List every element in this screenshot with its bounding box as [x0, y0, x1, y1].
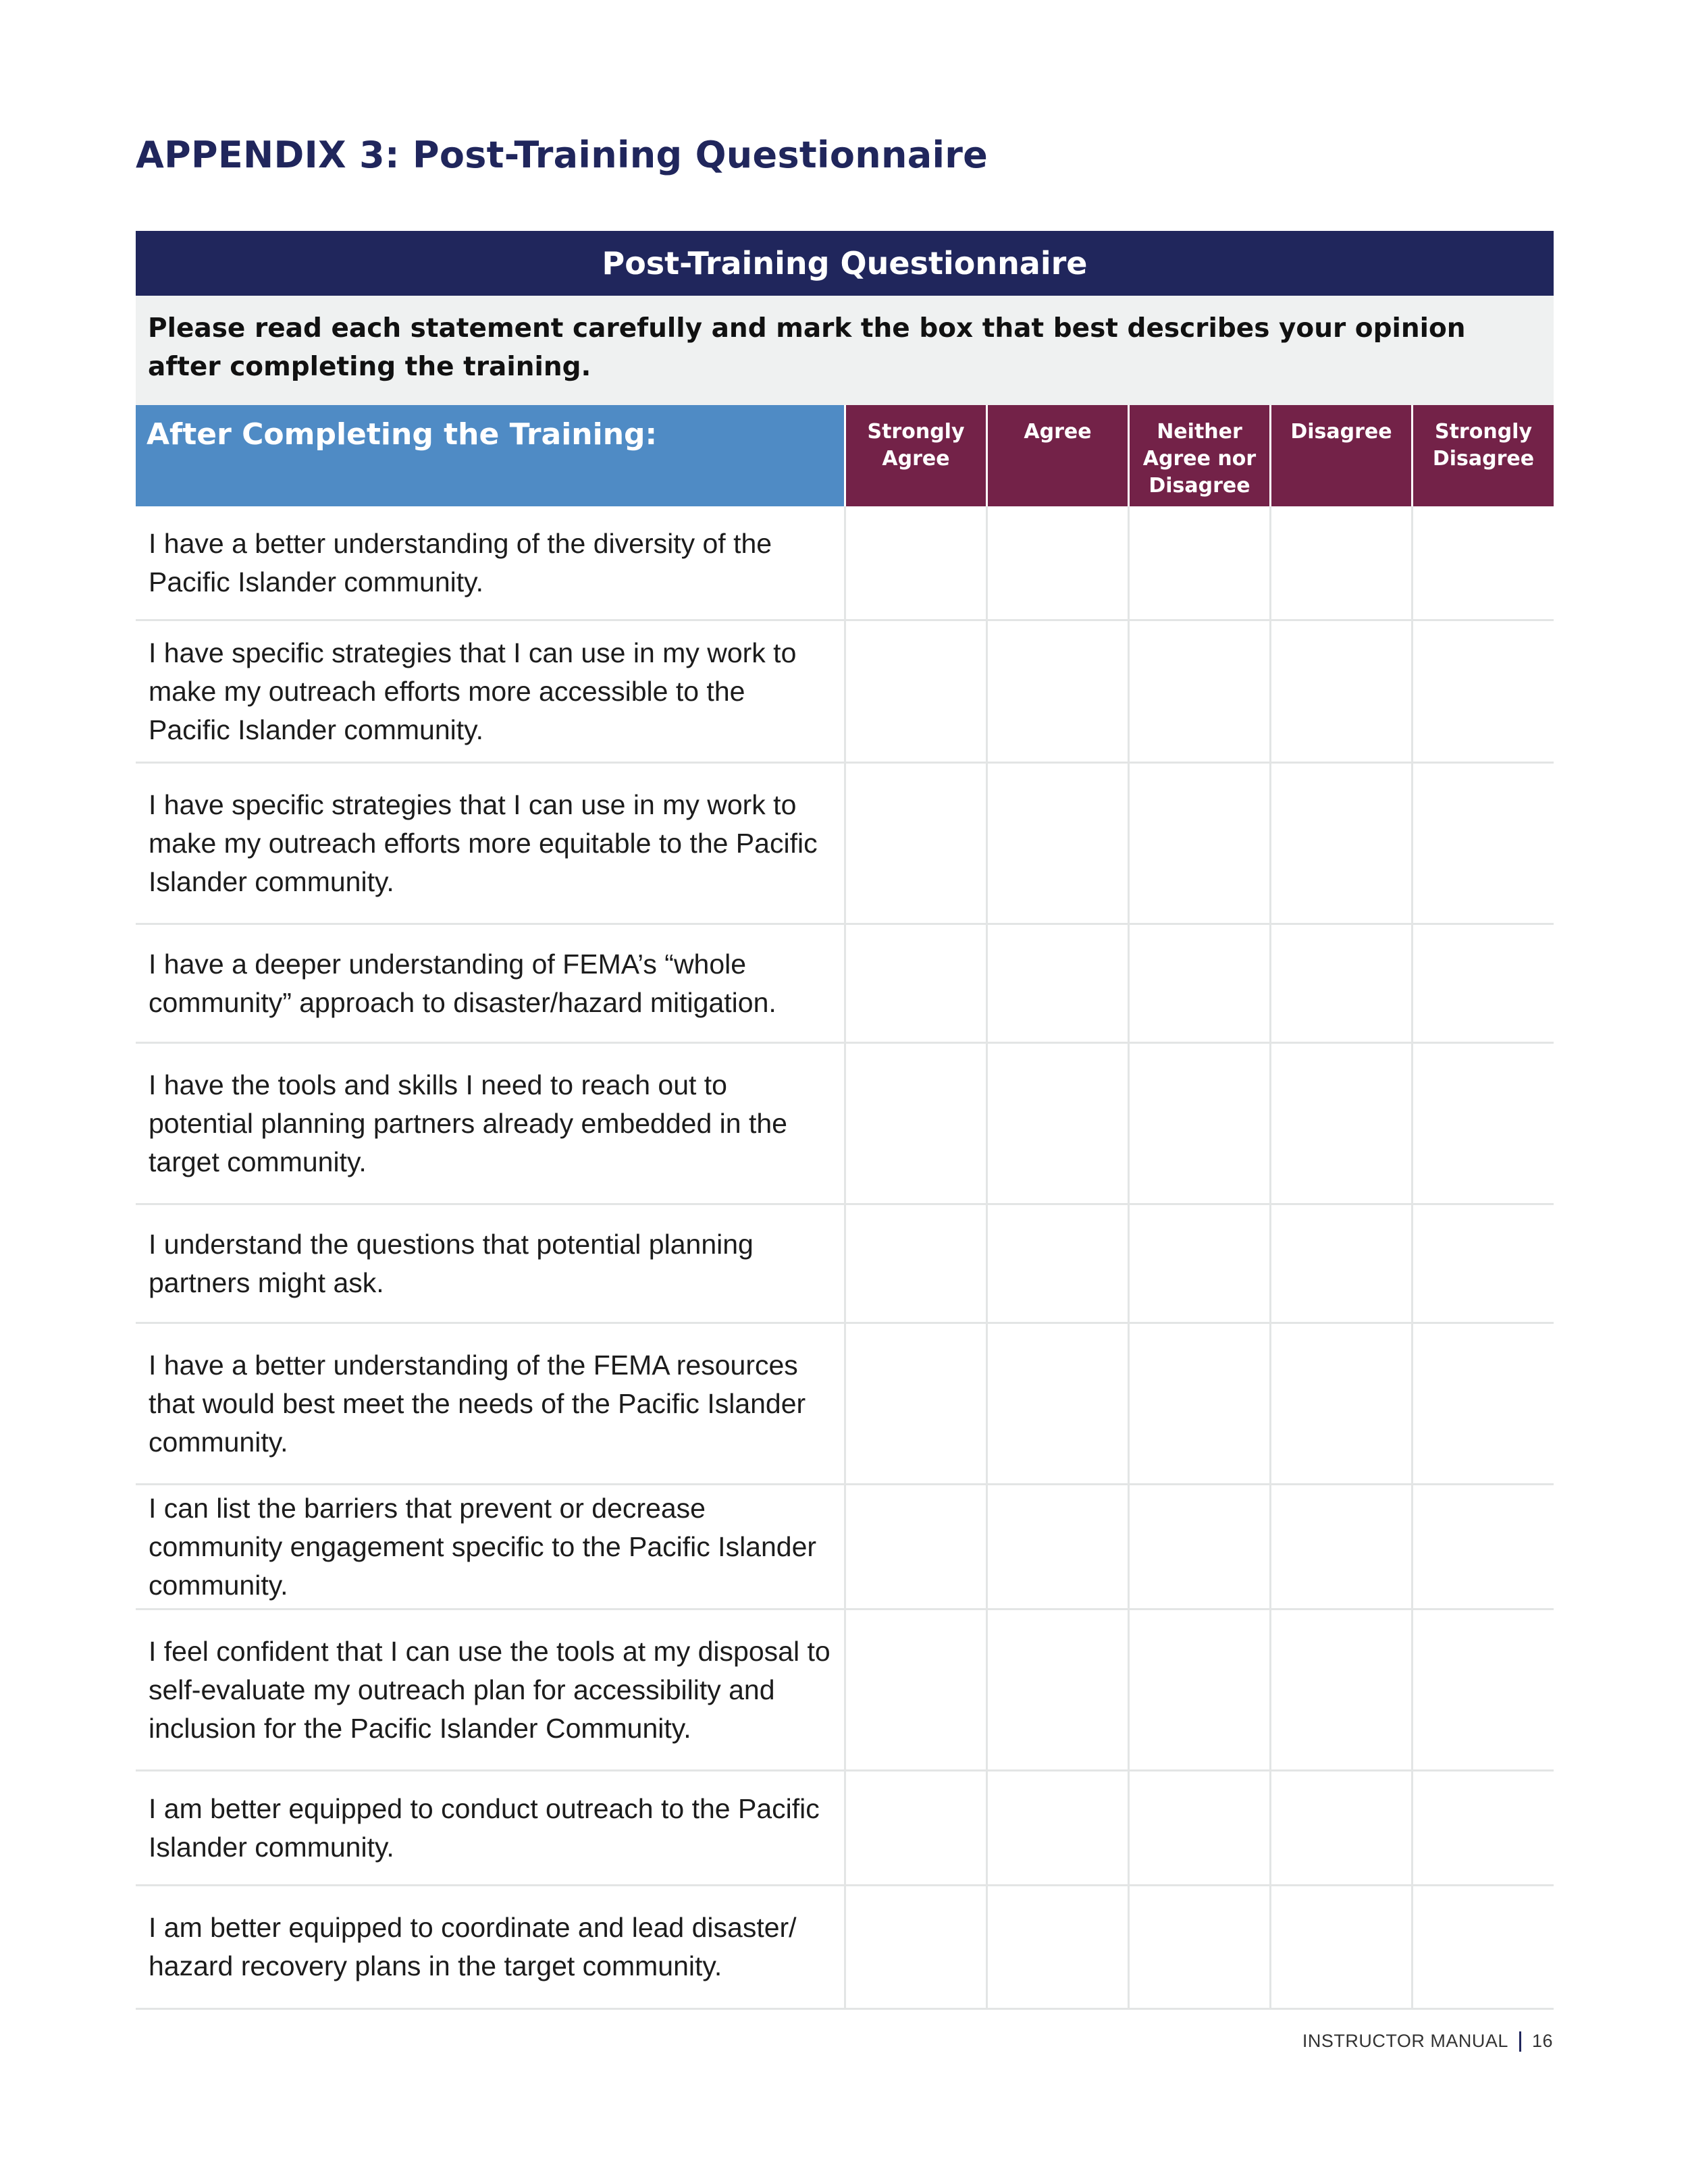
statement-text: I have a deeper understanding of FEMA’s “whole community” approach to disaster/hazard mitigation.: [136, 925, 844, 1044]
rating-box-strongly-agree[interactable]: [844, 925, 986, 1044]
rating-box-disagree[interactable]: [1269, 621, 1411, 764]
page-title: APPENDIX 3: Post-Training Questionnaire: [136, 134, 988, 176]
rating-box-strongly-disagree[interactable]: [1411, 1205, 1554, 1324]
rating-box-neither[interactable]: [1128, 1886, 1269, 2010]
rating-box-strongly-agree[interactable]: [844, 1324, 986, 1485]
rating-box-neither[interactable]: [1128, 925, 1269, 1044]
rating-box-strongly-disagree[interactable]: [1411, 1610, 1554, 1772]
statement-text: I understand the questions that potential planning partners might ask.: [136, 1205, 844, 1324]
table-instructions: Please read each statement carefully and mark the box that best describes your opinion after completing the training.: [136, 296, 1554, 405]
column-header-strongly-agree: Strongly Agree: [844, 405, 986, 506]
rating-box-disagree[interactable]: [1269, 764, 1411, 925]
rating-box-strongly-agree[interactable]: [844, 506, 986, 621]
rating-box-agree[interactable]: [986, 1205, 1128, 1324]
rating-box-disagree[interactable]: [1269, 1772, 1411, 1886]
statement-text: I have the tools and skills I need to reach out to potential planning partners already embedded in the target community.: [136, 1044, 844, 1205]
column-header-strongly-disagree: Strongly Disagree: [1411, 405, 1554, 506]
rating-box-neither[interactable]: [1128, 1044, 1269, 1205]
rating-box-disagree[interactable]: [1269, 1205, 1411, 1324]
rating-box-agree[interactable]: [986, 1610, 1128, 1772]
rating-box-agree[interactable]: [986, 1044, 1128, 1205]
rating-box-neither[interactable]: [1128, 1610, 1269, 1772]
statement-text: I have a better understanding of the FEMA resources that would best meet the needs of the Pacific Islander community.: [136, 1324, 844, 1485]
rating-box-neither[interactable]: [1128, 1485, 1269, 1610]
rating-box-strongly-agree[interactable]: [844, 764, 986, 925]
footer-label: INSTRUCTOR MANUAL: [1302, 2031, 1508, 2051]
table-banner: Post-Training Questionnaire: [136, 231, 1554, 296]
rating-box-agree[interactable]: [986, 1324, 1128, 1485]
rating-box-strongly-disagree[interactable]: [1411, 1044, 1554, 1205]
statement-text: I am better equipped to coordinate and lead disaster/ hazard recovery plans in the target community.: [136, 1886, 844, 2010]
statement-text: I feel confident that I can use the tools at my disposal to self-evaluate my outreach plan for accessibility and inclusion for the Pacific Islander Community.: [136, 1610, 844, 1772]
rating-box-agree[interactable]: [986, 1772, 1128, 1886]
rating-box-strongly-disagree[interactable]: [1411, 506, 1554, 621]
rating-box-strongly-agree[interactable]: [844, 621, 986, 764]
rating-box-strongly-disagree[interactable]: [1411, 764, 1554, 925]
rating-box-disagree[interactable]: [1269, 925, 1411, 1044]
rating-box-agree[interactable]: [986, 621, 1128, 764]
rating-box-strongly-disagree[interactable]: [1411, 1485, 1554, 1610]
statement-text: I have a better understanding of the diversity of the Pacific Islander community.: [136, 506, 844, 621]
rating-box-disagree[interactable]: [1269, 506, 1411, 621]
column-header-statement: After Completing the Training:: [136, 405, 844, 506]
rating-box-neither[interactable]: [1128, 1324, 1269, 1485]
rating-box-disagree[interactable]: [1269, 1610, 1411, 1772]
statement-rows: [136, 506, 1554, 2010]
rating-box-neither[interactable]: [1128, 506, 1269, 621]
statement-text: I have specific strategies that I can use in my work to make my outreach efforts more equitable to the Pacific Islander community.: [136, 764, 844, 925]
rating-box-strongly-disagree[interactable]: [1411, 925, 1554, 1044]
rating-box-strongly-disagree[interactable]: [1411, 1772, 1554, 1886]
statement-text: I can list the barriers that prevent or decrease community engagement specific to the Pacific Islander community.: [136, 1485, 844, 1610]
rating-box-disagree[interactable]: [1269, 1044, 1411, 1205]
column-header-disagree: Disagree: [1269, 405, 1411, 506]
page-number: 16: [1531, 2031, 1553, 2051]
rating-box-disagree[interactable]: [1269, 1485, 1411, 1610]
rating-box-agree[interactable]: [986, 1485, 1128, 1610]
column-header-agree: Agree: [986, 405, 1128, 506]
rating-box-strongly-disagree[interactable]: [1411, 1886, 1554, 2010]
rating-box-strongly-agree[interactable]: [844, 1205, 986, 1324]
rating-box-strongly-disagree[interactable]: [1411, 1324, 1554, 1485]
rating-box-neither[interactable]: [1128, 1772, 1269, 1886]
rating-box-strongly-agree[interactable]: [844, 1886, 986, 2010]
rating-box-agree[interactable]: [986, 925, 1128, 1044]
questionnaire-table: [136, 231, 1554, 2010]
rating-box-neither[interactable]: [1128, 764, 1269, 925]
rating-box-neither[interactable]: [1128, 1205, 1269, 1324]
rating-box-strongly-agree[interactable]: [844, 1485, 986, 1610]
rating-box-disagree[interactable]: [1269, 1324, 1411, 1485]
rating-box-neither[interactable]: [1128, 621, 1269, 764]
rating-box-strongly-disagree[interactable]: [1411, 621, 1554, 764]
statement-text: I have specific strategies that I can use in my work to make my outreach efforts more accessible to the Pacific Islander community.: [136, 621, 844, 764]
column-header-neither: Neither Agree nor Disagree: [1128, 405, 1269, 506]
rating-box-strongly-agree[interactable]: [844, 1610, 986, 1772]
rating-box-agree[interactable]: [986, 764, 1128, 925]
rating-box-strongly-agree[interactable]: [844, 1772, 986, 1886]
page-footer: [1302, 2031, 1553, 2052]
statement-text: I am better equipped to conduct outreach to the Pacific Islander community.: [136, 1772, 844, 1886]
rating-box-agree[interactable]: [986, 506, 1128, 621]
rating-grid: [136, 405, 1554, 506]
rating-box-agree[interactable]: [986, 1886, 1128, 2010]
rating-box-disagree[interactable]: [1269, 1886, 1411, 2010]
footer-divider: [1519, 2031, 1521, 2052]
rating-box-strongly-agree[interactable]: [844, 1044, 986, 1205]
